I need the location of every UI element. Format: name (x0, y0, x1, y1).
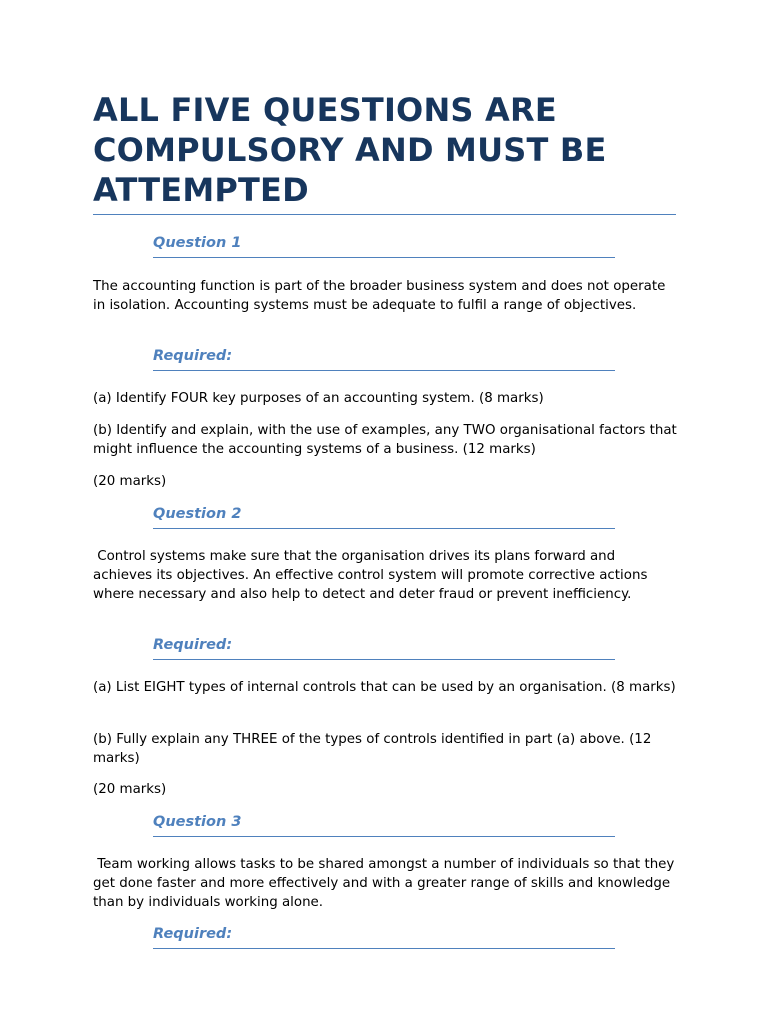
question-1-part-a: (a) Identify FOUR key purposes of an accounting system. (8 marks) (93, 391, 544, 406)
page-title: ALL FIVE QUESTIONS ARE COMPULSORY AND MUST BE ATTEMPTED (93, 91, 607, 209)
question-1-total-marks: (20 marks) (93, 474, 167, 489)
question-2-part-a: (a) List EIGHT types of internal controls that can be used by an organisation. (8 marks) (93, 680, 676, 695)
question-2-part-b: (b) Fully explain any THREE of the types of controls identified in part (a) above. (12 marks) (93, 732, 656, 766)
question-1-required-heading: Required: (153, 347, 615, 371)
question-2-total-marks: (20 marks) (93, 782, 167, 797)
question-2-heading: Question 2 (153, 505, 615, 529)
question-3-intro: Team working allows tasks to be shared amongst a number of individuals so that they get done faster and more effectively and with a greater range of skills and knowledge than by individuals working alone. (93, 857, 679, 910)
question-1-intro: The accounting function is part of the broader business system and does not operate in isolation. Accounting systems must be adequate to fulfil a range of objectives. (93, 279, 670, 313)
question-2-required-heading: Required: (153, 636, 615, 660)
question-2-intro: Control systems make sure that the organisation drives its plans forward and achieves its objectives. An effective control system will promote corrective actions where necessary and also help to detect and deter fraud or prevent inefficiency. (93, 549, 652, 602)
title-divider (93, 214, 676, 215)
question-3-heading: Question 3 (153, 813, 615, 837)
question-3-required-heading: Required: (153, 925, 615, 949)
question-1-part-b: (b) Identify and explain, with the use of examples, any TWO organisational factors that might influence the accounting systems of a business. (12 marks) (93, 423, 682, 457)
question-1-heading: Question 1 (153, 234, 615, 258)
